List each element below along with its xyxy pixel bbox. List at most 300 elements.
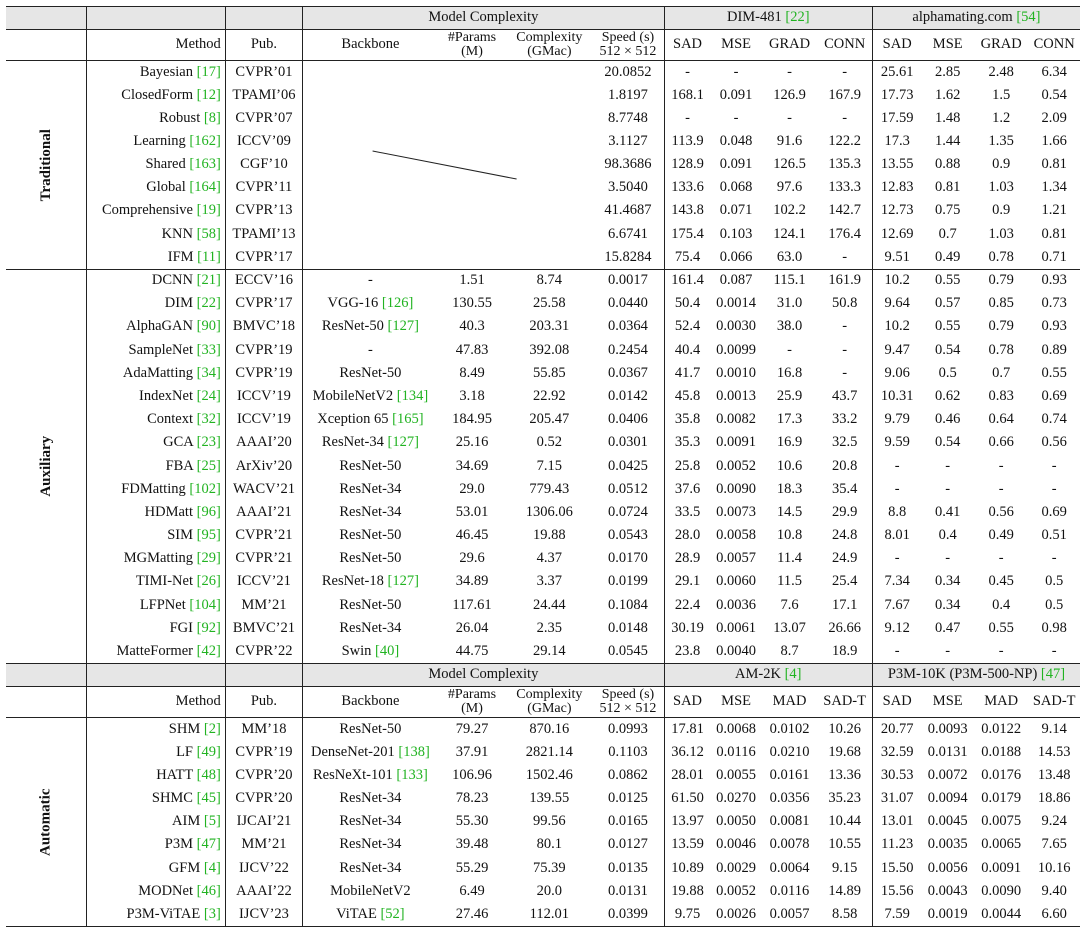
citation-ref: [48] bbox=[196, 766, 221, 783]
cell-text: - bbox=[367, 341, 373, 358]
cell-text: GFM bbox=[168, 859, 204, 876]
metric-header: SAD-T bbox=[817, 687, 872, 718]
speed-cell: 0.1103 bbox=[608, 743, 648, 760]
header-group-row bbox=[6, 664, 1080, 687]
speed-header-line1: Speed (s) bbox=[601, 30, 655, 46]
pub-cell: AAAI’22 bbox=[225, 880, 302, 903]
cell-text: Comprehensive bbox=[101, 202, 197, 219]
complexity-cell: 24.44 bbox=[533, 596, 566, 613]
metric-cell: 0.0050 bbox=[716, 813, 757, 830]
metric-cell: 0.45 bbox=[988, 573, 1014, 590]
metric-cell: 0.0091 bbox=[716, 434, 757, 451]
metric-cell: 10.2 bbox=[872, 269, 921, 292]
metric-cell: 0.0068 bbox=[716, 720, 757, 737]
metric-cell: 0.0116 bbox=[716, 743, 756, 760]
citation-ref: [47] bbox=[1040, 666, 1066, 683]
metric-cell: 33.2 bbox=[831, 411, 858, 428]
pub-cell: IJCAI’21 bbox=[225, 811, 302, 834]
metric-header: MSE bbox=[710, 687, 761, 718]
metric-cell: - bbox=[817, 246, 872, 269]
pub-cell: CVPR’13 bbox=[225, 200, 302, 223]
cell-text: AdaMatting bbox=[122, 364, 197, 381]
citation-ref: [4] bbox=[784, 666, 802, 683]
table-row bbox=[6, 857, 1080, 880]
metric-header: GRAD bbox=[974, 30, 1028, 61]
metric-cell: 9.79 bbox=[872, 409, 921, 432]
metric-cell: 133.3 bbox=[828, 179, 861, 196]
dataset-name: alphamating.com bbox=[912, 9, 1017, 26]
metric-cell: 0.048 bbox=[719, 132, 753, 149]
method-cell bbox=[87, 269, 226, 292]
method-cell bbox=[87, 524, 226, 547]
metric-cell: 10.89 bbox=[664, 857, 710, 880]
table-row bbox=[6, 764, 1080, 787]
backbone-cell bbox=[303, 293, 438, 316]
table-row bbox=[6, 524, 1080, 547]
metric-cell: 8.8 bbox=[872, 501, 921, 524]
complexity-cell: 4.37 bbox=[536, 550, 563, 567]
table-row bbox=[6, 293, 1080, 316]
cell-text: FDMatting bbox=[121, 480, 190, 497]
params-cell: 46.45 bbox=[455, 527, 489, 544]
cell-text: ResNet-50 bbox=[339, 364, 402, 381]
metric-cell: 9.24 bbox=[1041, 813, 1067, 830]
metric-cell: 0.71 bbox=[1028, 246, 1080, 269]
cell-text: DenseNet-201 bbox=[311, 743, 399, 760]
method-cell bbox=[87, 61, 226, 84]
params-header-line2: (M) bbox=[461, 701, 483, 717]
metric-cell: 29.9 bbox=[831, 503, 858, 520]
cell-text: ResNet-34 bbox=[339, 813, 402, 830]
cell-text: GCA bbox=[163, 434, 197, 451]
metric-cell: 24.9 bbox=[831, 550, 858, 567]
metric-header: SAD bbox=[872, 687, 921, 718]
metric-cell: 0.103 bbox=[719, 225, 753, 242]
metric-cell: 0.0046 bbox=[716, 836, 757, 853]
metric-cell: 0.98 bbox=[1041, 619, 1067, 636]
metric-cell: 0.0030 bbox=[716, 318, 757, 335]
method-cell bbox=[87, 718, 226, 741]
metric-cell: 2.85 bbox=[935, 63, 961, 80]
backbone-cell bbox=[303, 571, 438, 594]
backbone-cell bbox=[303, 548, 438, 571]
table-row bbox=[6, 787, 1080, 810]
method-cell bbox=[87, 903, 226, 926]
metric-cell: 1.48 bbox=[935, 109, 961, 126]
method-cell bbox=[87, 455, 226, 478]
metric-cell: 0.091 bbox=[719, 156, 753, 173]
citation-ref: [3] bbox=[203, 905, 221, 922]
pub-cell: TPAMI’13 bbox=[225, 223, 302, 246]
speed-cell: 0.0170 bbox=[608, 550, 648, 567]
complexity-header-line1: Complexity bbox=[516, 30, 583, 46]
cell-text: Robust bbox=[159, 109, 204, 126]
speed-cell: 0.0367 bbox=[608, 364, 648, 381]
complexity-cell: 203.31 bbox=[529, 318, 570, 335]
backbone-cell bbox=[303, 718, 438, 741]
metric-cell: 0.0055 bbox=[716, 766, 757, 783]
group-label: Automatic bbox=[37, 788, 54, 856]
speed-cell: 0.0440 bbox=[608, 295, 648, 312]
cell-text: ResNet-18 bbox=[321, 573, 388, 590]
params-cell: 29.0 bbox=[459, 480, 485, 497]
metric-cell: 135.3 bbox=[828, 156, 861, 173]
metric-cell: 0.0052 bbox=[716, 882, 757, 899]
model-complexity-header: Model Complexity bbox=[303, 664, 664, 687]
speed-cell: 3.5040 bbox=[608, 179, 648, 196]
table-row bbox=[6, 362, 1080, 385]
params-cell: 47.83 bbox=[455, 341, 489, 358]
metric-header: CONN bbox=[1028, 30, 1080, 61]
citation-ref: [8] bbox=[203, 109, 221, 126]
params-cell: 130.55 bbox=[452, 295, 492, 312]
metric-cell: - bbox=[998, 480, 1004, 497]
metric-cell: 25.9 bbox=[776, 387, 803, 404]
backbone-header: Backbone bbox=[303, 687, 438, 718]
metric-cell: 25.8 bbox=[664, 455, 710, 478]
params-cell: 40.3 bbox=[459, 318, 485, 335]
complexity-cell: 779.43 bbox=[529, 480, 570, 497]
metric-cell: 0.0078 bbox=[769, 836, 810, 853]
method-cell bbox=[87, 339, 226, 362]
method-cell bbox=[87, 811, 226, 834]
table-row bbox=[6, 718, 1080, 741]
metric-cell: 0.0081 bbox=[769, 813, 810, 830]
speed-cell: 0.0142 bbox=[608, 387, 648, 404]
cell-text: ViTAE bbox=[336, 905, 381, 922]
dataset-name: P3M-10K (P3M-500-NP) bbox=[887, 666, 1041, 683]
metric-cell: 0.79 bbox=[988, 318, 1014, 335]
metric-cell: 0.69 bbox=[1041, 387, 1067, 404]
citation-ref: [95] bbox=[196, 527, 221, 544]
group-label: Traditional bbox=[37, 128, 54, 201]
cell-text: LFPNet bbox=[139, 596, 190, 613]
metric-cell: 36.12 bbox=[664, 741, 710, 764]
metric-cell: 1.66 bbox=[1041, 132, 1067, 149]
table-row bbox=[6, 501, 1080, 524]
metric-cell: 17.73 bbox=[872, 84, 921, 107]
metric-cell: 17.3 bbox=[872, 130, 921, 153]
params-cell: 79.27 bbox=[455, 720, 489, 737]
table-row bbox=[6, 640, 1080, 663]
header-blank-cell bbox=[87, 664, 226, 687]
pub-cell: CVPR’21 bbox=[225, 524, 302, 547]
metric-cell: 15.50 bbox=[872, 857, 921, 880]
metric-cell: 14.5 bbox=[776, 503, 803, 520]
cell-text: ResNet-50 bbox=[339, 550, 402, 567]
citation-ref: [4] bbox=[203, 859, 221, 876]
speed-cell: 0.0543 bbox=[608, 527, 648, 544]
complexity-header-line1: Complexity bbox=[516, 687, 583, 703]
speed-cell: 0.0165 bbox=[608, 813, 648, 830]
metric-cell: 24.8 bbox=[831, 527, 858, 544]
metric-cell: 0.81 bbox=[1041, 156, 1067, 173]
metric-cell: 0.57 bbox=[935, 295, 961, 312]
cell-text: ResNet-50 bbox=[339, 720, 402, 737]
cell-text: FGI bbox=[169, 619, 197, 636]
metric-cell: 8.7 bbox=[762, 640, 818, 663]
metric-cell: 133.6 bbox=[664, 177, 710, 200]
params-cell: 55.30 bbox=[455, 813, 489, 830]
citation-ref: [22] bbox=[785, 9, 810, 26]
method-cell bbox=[87, 385, 226, 408]
pub-cell: CVPR’17 bbox=[225, 246, 302, 269]
params-cell: 26.04 bbox=[455, 619, 489, 636]
citation-ref: [163] bbox=[189, 156, 221, 173]
metric-cell: 0.0045 bbox=[927, 813, 968, 830]
header-blank-cell bbox=[6, 687, 87, 718]
citation-ref: [165] bbox=[392, 411, 424, 428]
pub-cell: CGF’10 bbox=[225, 153, 302, 176]
metric-cell: 143.8 bbox=[664, 200, 710, 223]
metric-cell: 1.44 bbox=[935, 132, 961, 149]
citation-ref: [26] bbox=[196, 573, 221, 590]
method-cell bbox=[87, 880, 226, 903]
method-cell bbox=[87, 293, 226, 316]
pub-cell: CVPR’19 bbox=[225, 339, 302, 362]
metric-cell: - bbox=[945, 550, 951, 567]
metric-cell: 28.01 bbox=[664, 764, 710, 787]
complexity-cell: 870.16 bbox=[529, 720, 570, 737]
citation-ref: [46] bbox=[196, 882, 221, 899]
metric-cell: 13.55 bbox=[872, 153, 921, 176]
params-cell: 53.01 bbox=[455, 503, 489, 520]
backbone-cell bbox=[303, 787, 438, 810]
metric-cell: 0.071 bbox=[719, 202, 753, 219]
backbone-cell bbox=[303, 834, 438, 857]
metric-cell: 0.54 bbox=[935, 341, 961, 358]
speed-cell: 0.0017 bbox=[608, 272, 648, 289]
metric-cell: - bbox=[733, 109, 739, 126]
table-row bbox=[6, 432, 1080, 455]
method-cell bbox=[87, 571, 226, 594]
metric-cell: - bbox=[998, 457, 1004, 474]
backbone-cell bbox=[303, 501, 438, 524]
complexity-cell: 112.01 bbox=[506, 903, 592, 926]
metric-cell: 0.79 bbox=[988, 272, 1014, 289]
method-cell bbox=[87, 548, 226, 571]
metric-cell: 8.01 bbox=[872, 524, 921, 547]
metric-cell: 10.31 bbox=[872, 385, 921, 408]
metric-cell: 9.12 bbox=[872, 617, 921, 640]
metric-cell: 0.7 bbox=[992, 364, 1011, 381]
method-cell bbox=[87, 787, 226, 810]
method-cell bbox=[87, 246, 226, 269]
na-backbone-block bbox=[303, 61, 593, 270]
header-blank-cell bbox=[6, 664, 87, 687]
metric-cell: - bbox=[998, 550, 1004, 567]
method-cell bbox=[87, 764, 226, 787]
metric-cell: 22.4 bbox=[664, 594, 710, 617]
metric-cell: - bbox=[974, 640, 1028, 663]
pub-cell: CVPR’19 bbox=[225, 741, 302, 764]
pub-cell: AAAI’20 bbox=[225, 432, 302, 455]
metric-cell: 9.59 bbox=[872, 432, 921, 455]
metric-cell: - bbox=[842, 364, 848, 381]
metric-cell: 28.9 bbox=[664, 548, 710, 571]
metric-cell: 50.4 bbox=[664, 293, 710, 316]
dataset-header bbox=[664, 7, 872, 30]
method-header: Method bbox=[87, 687, 226, 718]
pub-cell: CVPR’07 bbox=[225, 107, 302, 130]
cell-text: ResNet-34 bbox=[339, 789, 402, 806]
citation-ref: [42] bbox=[196, 642, 221, 659]
complexity-cell: 99.56 bbox=[533, 813, 566, 830]
metric-cell: 13.97 bbox=[664, 811, 710, 834]
method-cell bbox=[87, 478, 226, 501]
method-cell bbox=[87, 153, 226, 176]
metric-cell: - bbox=[945, 457, 951, 474]
backbone-cell bbox=[303, 811, 438, 834]
pub-cell: CVPR’11 bbox=[225, 177, 302, 200]
metric-cell: 0.0014 bbox=[716, 295, 757, 312]
metric-cell: 8.58 bbox=[817, 903, 872, 926]
metric-cell: 0.0091 bbox=[981, 859, 1022, 876]
metric-cell: 0.0093 bbox=[927, 720, 968, 737]
table-row bbox=[6, 834, 1080, 857]
table-row bbox=[6, 741, 1080, 764]
metric-cell: 0.7 bbox=[938, 225, 957, 242]
metric-cell: - bbox=[787, 109, 792, 126]
metric-cell: 0.0188 bbox=[981, 743, 1022, 760]
metric-cell: 9.47 bbox=[872, 339, 921, 362]
metric-cell: 0.62 bbox=[935, 387, 961, 404]
metric-cell: 10.26 bbox=[828, 720, 861, 737]
metric-cell: 1.21 bbox=[1041, 202, 1067, 219]
metric-header: SAD bbox=[664, 30, 710, 61]
metric-cell: 0.0029 bbox=[716, 859, 757, 876]
metric-cell: 175.4 bbox=[664, 223, 710, 246]
metric-cell: 0.0036 bbox=[716, 596, 757, 613]
pub-cell: CVPR’17 bbox=[225, 293, 302, 316]
pub-cell: ICCV’19 bbox=[225, 409, 302, 432]
cell-text: ResNet-50 bbox=[339, 596, 402, 613]
metric-cell: 17.59 bbox=[872, 107, 921, 130]
metric-cell: 52.4 bbox=[664, 316, 710, 339]
table-row bbox=[6, 880, 1080, 903]
metric-cell: 115.1 bbox=[773, 272, 806, 289]
metric-cell: 9.15 bbox=[831, 859, 858, 876]
metric-cell: 1.34 bbox=[1041, 179, 1067, 196]
metric-cell: 25.4 bbox=[831, 573, 858, 590]
cell-text: - bbox=[367, 272, 373, 289]
complexity-cell: 29.14 bbox=[506, 640, 592, 663]
dataset-name: AM-2K bbox=[735, 666, 785, 683]
speed-header bbox=[592, 687, 664, 718]
table-row bbox=[6, 61, 1080, 84]
cell-text: ResNet-34 bbox=[339, 836, 402, 853]
metric-cell: 7.34 bbox=[872, 571, 921, 594]
metric-cell: 11.5 bbox=[777, 573, 802, 590]
speed-cell: 0.0512 bbox=[608, 480, 648, 497]
cell-text: SampleNet bbox=[128, 341, 197, 358]
header-blank-cell bbox=[6, 30, 87, 61]
metric-cell: 7.59 bbox=[872, 903, 921, 926]
metric-cell: 0.55 bbox=[988, 619, 1014, 636]
cell-text: MobileNetV2 bbox=[312, 387, 397, 404]
metric-cell: 0.0179 bbox=[981, 789, 1022, 806]
group-label-cell bbox=[6, 269, 87, 663]
cell-text: DIM bbox=[164, 295, 197, 312]
metric-header: MAD bbox=[974, 687, 1028, 718]
metric-cell: 40.4 bbox=[664, 339, 710, 362]
metric-cell: 75.4 bbox=[664, 246, 710, 269]
complexity-cell: 20.0 bbox=[536, 882, 563, 899]
group-label: Auxiliary bbox=[37, 435, 54, 497]
metric-cell: - bbox=[842, 318, 848, 335]
cell-text: HATT bbox=[156, 766, 197, 783]
metric-cell: 0.0057 bbox=[716, 550, 757, 567]
column-header-row bbox=[6, 687, 1080, 718]
complexity-cell: 75.39 bbox=[533, 859, 566, 876]
method-cell bbox=[87, 84, 226, 107]
backbone-cell bbox=[303, 455, 438, 478]
metric-cell: 6.34 bbox=[1041, 63, 1067, 80]
metric-cell: 0.0131 bbox=[927, 743, 968, 760]
metric-cell: - bbox=[945, 480, 951, 497]
comparison-table bbox=[6, 6, 1080, 927]
method-cell bbox=[87, 741, 226, 764]
metric-cell: 20.77 bbox=[872, 718, 921, 741]
metric-cell: 14.53 bbox=[1037, 743, 1071, 760]
metric-cell: 11.4 bbox=[777, 550, 802, 567]
citation-ref: [25] bbox=[196, 457, 221, 474]
speed-cell: 41.4687 bbox=[604, 202, 652, 219]
metric-cell: 0.0043 bbox=[927, 882, 968, 899]
cell-text: ResNet-50 bbox=[339, 527, 402, 544]
cell-text: Xception 65 bbox=[317, 411, 393, 428]
pub-cell: CVPR’20 bbox=[225, 787, 302, 810]
complexity-cell: 19.88 bbox=[533, 527, 566, 544]
cell-text: Context bbox=[147, 411, 197, 428]
metric-cell: 0.0176 bbox=[981, 766, 1022, 783]
cell-text: LF bbox=[176, 743, 197, 760]
cell-text: IndexNet bbox=[139, 387, 197, 404]
method-cell bbox=[87, 107, 226, 130]
cell-text: ResNet-34 bbox=[339, 619, 402, 636]
metric-cell: 1.5 bbox=[992, 86, 1011, 103]
complexity-header-line2: (GMac) bbox=[527, 44, 572, 60]
citation-ref: [127] bbox=[387, 434, 419, 451]
metric-cell: 9.14 bbox=[1041, 720, 1067, 737]
backbone-cell bbox=[303, 880, 438, 903]
metric-cell: 0.88 bbox=[935, 156, 961, 173]
citation-ref: [11] bbox=[197, 248, 221, 265]
metric-cell: 0.0010 bbox=[716, 364, 757, 381]
metric-cell: 0.41 bbox=[935, 503, 961, 520]
speed-cell: 0.0364 bbox=[608, 318, 648, 335]
citation-ref: [134] bbox=[396, 387, 429, 404]
metric-cell: 0.5 bbox=[938, 364, 957, 381]
metric-cell: 2.09 bbox=[1041, 109, 1067, 126]
metric-cell: 12.69 bbox=[872, 223, 921, 246]
dataset-header bbox=[664, 664, 872, 687]
method-cell bbox=[87, 501, 226, 524]
pub-cell: ICCV’21 bbox=[225, 571, 302, 594]
method-cell bbox=[87, 834, 226, 857]
table-row bbox=[6, 339, 1080, 362]
metric-cell: 0.0052 bbox=[716, 457, 757, 474]
citation-ref: [49] bbox=[196, 743, 221, 760]
complexity-cell: 7.15 bbox=[536, 457, 563, 474]
metric-cell: 0.0060 bbox=[716, 573, 757, 590]
metric-header: MAD bbox=[762, 687, 818, 718]
metric-cell: 12.83 bbox=[872, 177, 921, 200]
metric-cell: 0.0270 bbox=[716, 789, 757, 806]
params-cell: 34.89 bbox=[455, 573, 489, 590]
metric-cell: - bbox=[664, 107, 710, 130]
speed-cell: 0.1084 bbox=[608, 596, 648, 613]
